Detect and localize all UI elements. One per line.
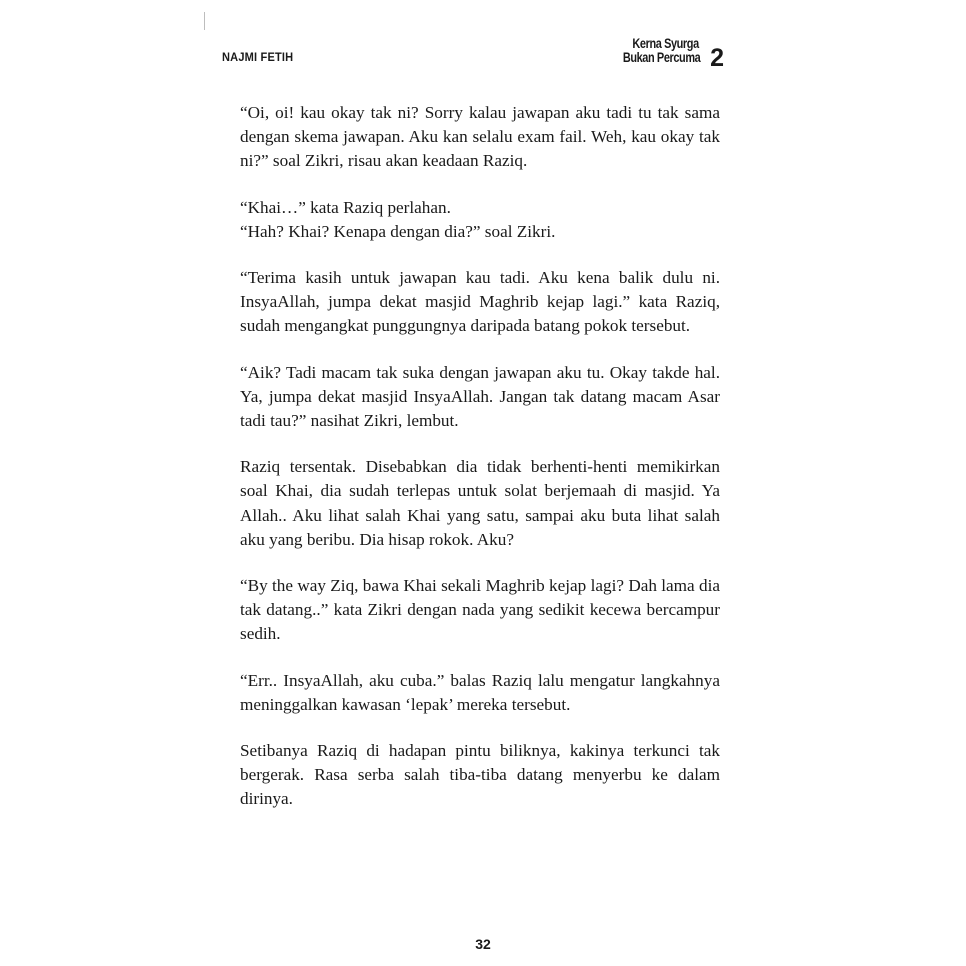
paragraph: Setibanya Raziq di hadapan pintu biliknya, kakinya terkunci tak bergerak. Rasa serba salah tiba-tiba datang menyerbu ke dalam dirinya.: [240, 741, 720, 809]
gutter-mark: [204, 12, 205, 30]
paragraph: “By the way Ziq, bawa Khai sekali Maghrib kejap lagi? Dah lama dia tak datang..” kata Zikri dengan nada yang sedikit kecewa bercampur sedih.: [240, 576, 720, 644]
paragraph: “Aik? Tadi macam tak suka dengan jawapan aku tu. Okay takde hal. Ya, jumpa dekat masjid InsyaAllah. Jangan tak datang macam Asar tadi tau?” nasihat Zikri, lembut.: [240, 362, 720, 431]
book-title-line-1: Kerna Syurga: [632, 35, 699, 51]
book-title-line-2: Bukan Percuma: [622, 49, 700, 65]
running-head: [222, 36, 724, 76]
paragraph: “Terima kasih untuk jawapan kau tadi. Aku kena balik dulu ni. InsyaAllah, jumpa dekat masjid Maghrib kejap lagi.” kata Raziq, sudah mengangkat punggungnya daripada batang pokok tersebut.: [240, 268, 720, 336]
volume-number: 2: [710, 44, 724, 72]
paragraph: “Hah? Khai? Kenapa dengan dia?” soal Zikri.: [240, 221, 556, 241]
book-title: [601, 36, 700, 64]
page-number: 32: [475, 936, 491, 952]
paragraph: “Oi, oi! kau okay tak ni? Sorry kalau jawapan aku tadi tu tak sama dengan skema jawapan. Aku kan selalu exam fail. Weh, kau okay tak ni?” soal Zikri, risau akan keadaan Raziq.: [240, 103, 720, 171]
paragraph: “Khai…” kata Raziq perlahan.: [240, 197, 451, 217]
author-name: NAJMI FETIH: [222, 50, 294, 64]
paragraph: “Err.. InsyaAllah, aku cuba.” balas Raziq lalu mengatur langkahnya meninggalkan kawasan ‘lepak’ mereka tersebut.: [240, 670, 720, 714]
body-text: [240, 101, 720, 834]
paragraph: Raziq tersentak. Disebabkan dia tidak berhenti-henti memikirkan soal Khai, dia sudah terlepas untuk solat berjemaah di masjid. Ya Allah.. Aku lihat salah Khai yang satu, sampai aku buta lihat salah aku yang beribu. Dia hisap rokok. Aku?: [240, 457, 720, 549]
